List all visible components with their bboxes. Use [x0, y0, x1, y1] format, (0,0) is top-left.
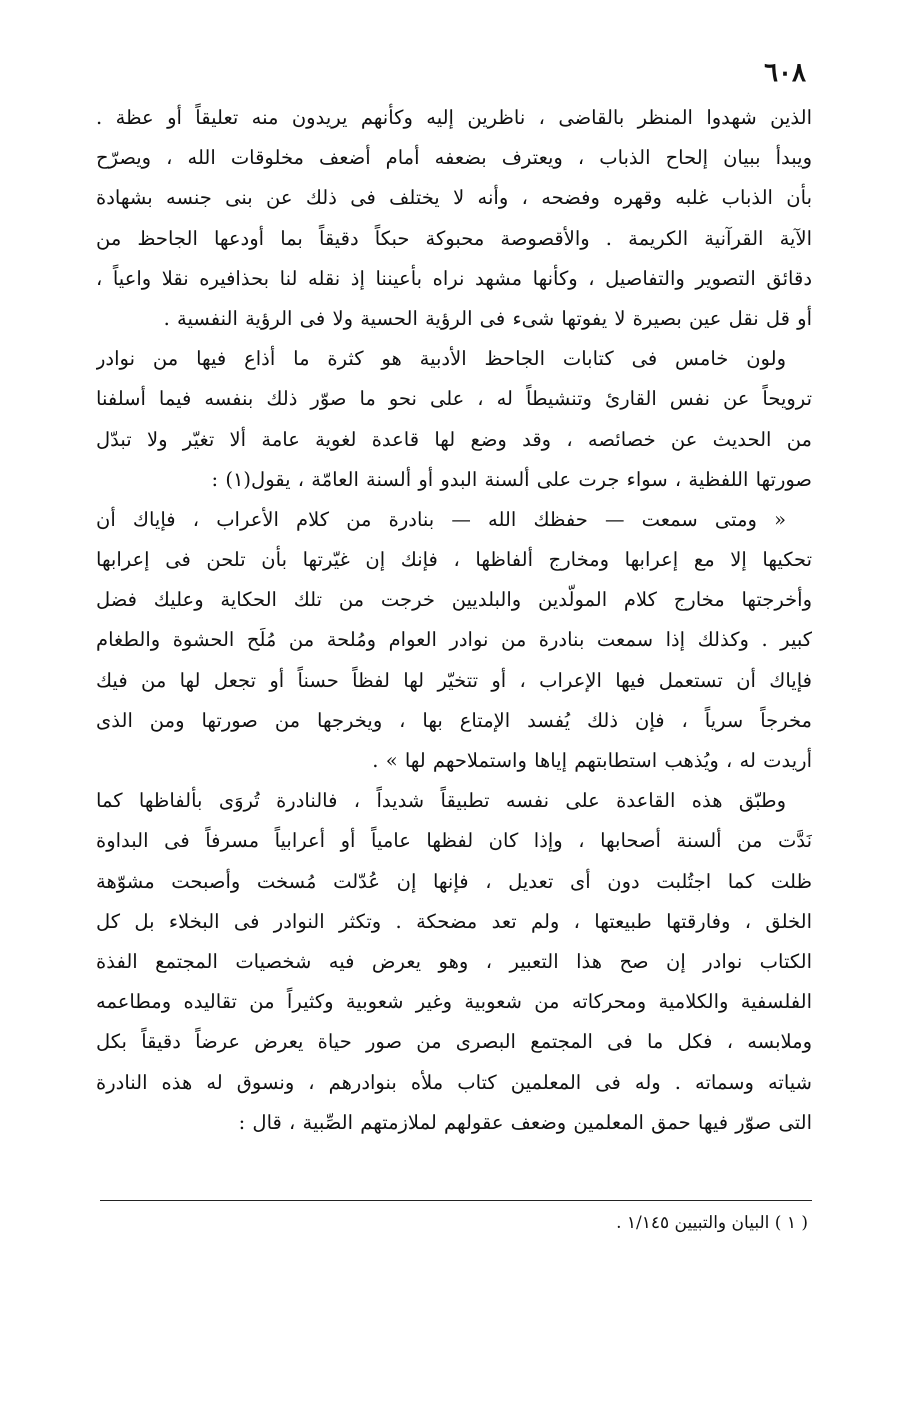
quote-line: فإياك أن تستعمل فيها الإعراب ، أو تتخيّر لها لفظاً حسناً أو تجعل لها من فيك — [96, 668, 812, 692]
quote-line: وأخرجتها مخارج كلام المولّدين والبلديين خرجت من تلك الحكاية وعليك فضل — [96, 588, 812, 612]
quote-line: مخرجاً سرياً ، فإن ذلك يُفسد الإمتاع بها ، ويخرجها من صورتها ومن الذى — [96, 708, 812, 732]
quote-line: تحكيها إلا مع إعرابها ومخارج ألفاظها ، فإنك إن غيّرتها بأن تلحن فى إعرابها — [96, 548, 812, 572]
text-line: بأن الذباب غلبه وقهره وفضحه ، وأنه لا يختلف فى ذلك عن بنى جنسه بشهادة — [96, 186, 812, 210]
text-line: الكتاب نوادر إن صح هذا التعبير ، وهو يعرض فيه شخصيات المجتمع الفذة — [96, 949, 812, 973]
quote-line: أريدت له ، ويُذهب استطابتهم إياها واستملاحهم لها » . — [372, 749, 812, 772]
body-text — [96, 98, 812, 1143]
footnote: ( ١ ) البيان والتبيين ١/١٤٥ . — [616, 1213, 808, 1233]
text-line: صورتها اللفظية ، سواء جرت على ألسنة البدو أو ألسنة العامّة ، يقول(١) : — [211, 467, 812, 491]
text-line: الفلسفية والكلامية ومحركاته من شعوبية وغير شعوبية وكثيراً من تقاليده ومطاعمه — [96, 990, 812, 1014]
text-line: الذين شهدوا المنظر بالقاضى ، ناظرين إليه وكأنهم يريدون منه تعليقاً أو عظة . — [96, 106, 812, 129]
text-line: ترويحاً عن نفس القارئ وتنشيطاً له ، على نحو ما صوّر ذلك بنفسه فيما أسلفنا — [96, 387, 812, 411]
footnote-divider — [100, 1200, 812, 1201]
text-line: دقائق التصوير والتفاصيل ، وكأنها مشهد نراه بأعيننا إذ نقله لنا بحذافيره نقلا واعياً ، — [96, 266, 812, 290]
text-line: من الحديث عن خصائصه ، وقد وضع لها قاعدة لغوية عامة ألا تغيّر ولا تبدّل — [96, 427, 812, 451]
text-line: وملابسه ، فكل ما فى المجتمع البصرى من صور حياة يعرض عرضاً دقيقاً بكل — [96, 1030, 812, 1054]
text-line: أو قل نقل عين بصيرة لا يفوتها شىء فى الرؤية الحسية ولا فى الرؤية النفسية . — [163, 306, 812, 330]
text-line: ظلت كما اجتُلبت دون أى تعديل ، فإنها إن عُدّلت مُسخت وأصبحت مشوّهة — [96, 869, 812, 893]
page-number: ٦٠٨ — [764, 58, 806, 88]
text-line: نَدَّت من ألسنة أصحابها ، وإذا كان لفظها عامياً أو أعرابياً مسرفاً فى البداوة — [96, 829, 812, 853]
text-line: الآية القرآنية الكريمة . والأقصوصة محبوكة حبكاً دقيقاً بما أودعها الجاحظ من — [96, 226, 812, 250]
text-line: ولون خامس فى كتابات الجاحظ الأدبية هو كثرة ما أذاع فيها من نوادر — [96, 347, 786, 371]
quote-line: « ومتى سمعت — حفظك الله — بنادرة من كلام الأعراب ، فإياك أن — [96, 507, 786, 531]
text-line: شياته وسماته . وله فى المعلمين كتاب ملأه بنوادرهم ، ونسوق له هذه النادرة — [96, 1070, 812, 1094]
text-line: الخلق ، وفارقتها طبيعتها ، ولم تعد مضحكة . وتكثر النوادر فى البخلاء بل كل — [96, 909, 812, 933]
quote-line: كبير . وكذلك إذا سمعت بنادرة من نوادر العوام ومُلحة من مُلَح الحشوة والطغام — [96, 628, 812, 652]
text-line: التى صوّر فيها حمق المعلمين وضعف عقولهم لملازمتهم الصِّبية ، قال : — [238, 1110, 812, 1134]
text-line: ويبدأ ببيان إلحاح الذباب ، ويعترف بضعفه أمام أضعف مخلوقات الله ، ويصرّح — [96, 146, 812, 170]
text-line: وطبّق هذه القاعدة على نفسه تطبيقاً شديداً ، فالنادرة تُروَى بألفاظها كما — [96, 789, 786, 813]
